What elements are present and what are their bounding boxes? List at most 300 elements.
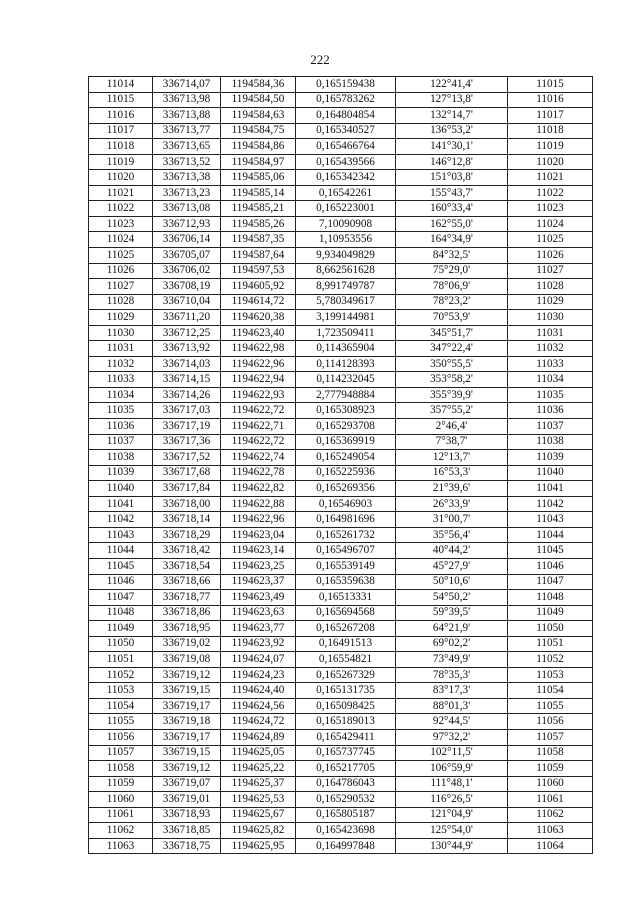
y-coordinate-cell: 1194622,98	[221, 341, 296, 357]
bearing-cell: 69°02,2'	[396, 636, 508, 652]
bearing-cell: 64°21,9'	[396, 621, 508, 637]
point-id-cell: 11051	[89, 652, 153, 668]
point-id-cell: 11024	[89, 232, 153, 248]
x-coordinate-cell: 336719,08	[153, 652, 221, 668]
y-coordinate-cell: 1194623,37	[221, 574, 296, 590]
distance-cell: 0,165466764	[296, 139, 396, 155]
y-coordinate-cell: 1194622,72	[221, 403, 296, 419]
table-row	[89, 294, 593, 310]
point-id-cell: 11035	[89, 403, 153, 419]
table-row	[89, 590, 593, 606]
next-point-cell: 11045	[508, 543, 593, 559]
point-id-cell: 11053	[89, 683, 153, 699]
point-id-cell: 11058	[89, 761, 153, 777]
next-point-cell: 11016	[508, 92, 593, 108]
y-coordinate-cell: 1194622,71	[221, 419, 296, 435]
next-point-cell: 11027	[508, 263, 593, 279]
table-row	[89, 776, 593, 792]
table-row	[89, 729, 593, 745]
y-coordinate-cell: 1194623,49	[221, 590, 296, 606]
next-point-cell: 11046	[508, 558, 593, 574]
x-coordinate-cell: 336718,14	[153, 512, 221, 528]
x-coordinate-cell: 336710,04	[153, 294, 221, 310]
point-id-cell: 11029	[89, 310, 153, 326]
distance-cell: 0,165737745	[296, 745, 396, 761]
next-point-cell: 11024	[508, 216, 593, 232]
y-coordinate-cell: 1194585,21	[221, 201, 296, 217]
x-coordinate-cell: 336705,07	[153, 248, 221, 264]
distance-cell: 0,165340527	[296, 123, 396, 139]
y-coordinate-cell: 1194622,96	[221, 512, 296, 528]
next-point-cell: 11039	[508, 450, 593, 466]
point-id-cell: 11046	[89, 574, 153, 590]
table-row	[89, 201, 593, 217]
next-point-cell: 11017	[508, 108, 593, 124]
point-id-cell: 11062	[89, 823, 153, 839]
bearing-cell: 12°13,7'	[396, 450, 508, 466]
next-point-cell: 11059	[508, 761, 593, 777]
bearing-cell: 345°51,7'	[396, 325, 508, 341]
bearing-cell: 78°23,2'	[396, 294, 508, 310]
distance-cell: 0,114365904	[296, 341, 396, 357]
bearing-cell: 347°22,4'	[396, 341, 508, 357]
x-coordinate-cell: 336718,95	[153, 621, 221, 637]
bearing-cell: 106°59,9'	[396, 761, 508, 777]
distance-cell: 0,165694568	[296, 605, 396, 621]
y-coordinate-cell: 1194584,36	[221, 77, 296, 93]
bearing-cell: 132°14,7'	[396, 108, 508, 124]
point-id-cell: 11052	[89, 667, 153, 683]
x-coordinate-cell: 336718,54	[153, 558, 221, 574]
table-row	[89, 605, 593, 621]
bearing-cell: 59°39,5'	[396, 605, 508, 621]
point-id-cell: 11032	[89, 356, 153, 372]
y-coordinate-cell: 1194597,53	[221, 263, 296, 279]
x-coordinate-cell: 336718,00	[153, 496, 221, 512]
next-point-cell: 11040	[508, 465, 593, 481]
distance-cell: 0,164786043	[296, 776, 396, 792]
x-coordinate-cell: 336719,07	[153, 776, 221, 792]
x-coordinate-cell: 336718,77	[153, 590, 221, 606]
point-id-cell: 11041	[89, 496, 153, 512]
bearing-cell: 75°29,0'	[396, 263, 508, 279]
x-coordinate-cell: 336718,29	[153, 527, 221, 543]
table-row	[89, 92, 593, 108]
table-row	[89, 621, 593, 637]
distance-cell: 0,114128393	[296, 356, 396, 372]
point-id-cell: 11015	[89, 92, 153, 108]
y-coordinate-cell: 1194624,56	[221, 698, 296, 714]
bearing-cell: 50°10,6'	[396, 574, 508, 590]
table-row	[89, 652, 593, 668]
distance-cell: 0,164997848	[296, 838, 396, 854]
bearing-cell: 116°26,5'	[396, 792, 508, 808]
y-coordinate-cell: 1194624,72	[221, 714, 296, 730]
bearing-cell: 122°41,4'	[396, 77, 508, 93]
x-coordinate-cell: 336713,88	[153, 108, 221, 124]
point-id-cell: 11037	[89, 434, 153, 450]
next-point-cell: 11021	[508, 170, 593, 186]
point-id-cell: 11048	[89, 605, 153, 621]
x-coordinate-cell: 336717,52	[153, 450, 221, 466]
point-id-cell: 11025	[89, 248, 153, 264]
next-point-cell: 11019	[508, 139, 593, 155]
x-coordinate-cell: 336714,26	[153, 387, 221, 403]
y-coordinate-cell: 1194622,88	[221, 496, 296, 512]
point-id-cell: 11023	[89, 216, 153, 232]
table-row	[89, 387, 593, 403]
x-coordinate-cell: 336713,38	[153, 170, 221, 186]
x-coordinate-cell: 336706,02	[153, 263, 221, 279]
next-point-cell: 11050	[508, 621, 593, 637]
table-row	[89, 807, 593, 823]
next-point-cell: 11015	[508, 77, 593, 93]
next-point-cell: 11033	[508, 356, 593, 372]
y-coordinate-cell: 1194620,38	[221, 310, 296, 326]
distance-cell: 0,165539149	[296, 558, 396, 574]
next-point-cell: 11051	[508, 636, 593, 652]
x-coordinate-cell: 336713,52	[153, 154, 221, 170]
next-point-cell: 11035	[508, 387, 593, 403]
distance-cell: 0,114232045	[296, 372, 396, 388]
y-coordinate-cell: 1194622,96	[221, 356, 296, 372]
y-coordinate-cell: 1194587,35	[221, 232, 296, 248]
table-row	[89, 310, 593, 326]
point-id-cell: 11021	[89, 185, 153, 201]
distance-cell: 0,16542261	[296, 185, 396, 201]
next-point-cell: 11063	[508, 823, 593, 839]
bearing-cell: 355°39,9'	[396, 387, 508, 403]
bearing-cell: 151°03,8'	[396, 170, 508, 186]
y-coordinate-cell: 1194585,14	[221, 185, 296, 201]
point-id-cell: 11044	[89, 543, 153, 559]
table-row	[89, 465, 593, 481]
x-coordinate-cell: 336712,93	[153, 216, 221, 232]
distance-cell: 0,165290532	[296, 792, 396, 808]
distance-cell: 8,991749787	[296, 279, 396, 295]
point-id-cell: 11014	[89, 77, 153, 93]
bearing-cell: 83°17,3'	[396, 683, 508, 699]
x-coordinate-cell: 336718,93	[153, 807, 221, 823]
distance-cell: 0,165267208	[296, 621, 396, 637]
bearing-cell: 31°00,7'	[396, 512, 508, 528]
table-row	[89, 434, 593, 450]
x-coordinate-cell: 336717,68	[153, 465, 221, 481]
distance-cell: 8,662561628	[296, 263, 396, 279]
y-coordinate-cell: 1194622,72	[221, 434, 296, 450]
x-coordinate-cell: 336714,07	[153, 77, 221, 93]
x-coordinate-cell: 336718,85	[153, 823, 221, 839]
y-coordinate-cell: 1194625,82	[221, 823, 296, 839]
table-row	[89, 356, 593, 372]
point-id-cell: 11047	[89, 590, 153, 606]
x-coordinate-cell: 336719,02	[153, 636, 221, 652]
next-point-cell: 11055	[508, 698, 593, 714]
table-row	[89, 232, 593, 248]
point-id-cell: 11017	[89, 123, 153, 139]
x-coordinate-cell: 336711,20	[153, 310, 221, 326]
next-point-cell: 11020	[508, 154, 593, 170]
x-coordinate-cell: 336708,19	[153, 279, 221, 295]
y-coordinate-cell: 1194625,05	[221, 745, 296, 761]
distance-cell: 0,165131735	[296, 683, 396, 699]
bearing-cell: 130°44,9'	[396, 838, 508, 854]
point-id-cell: 11019	[89, 154, 153, 170]
distance-cell: 0,165217705	[296, 761, 396, 777]
next-point-cell: 11026	[508, 248, 593, 264]
table-row	[89, 77, 593, 93]
x-coordinate-cell: 336714,15	[153, 372, 221, 388]
distance-cell: 0,165342342	[296, 170, 396, 186]
next-point-cell: 11044	[508, 527, 593, 543]
x-coordinate-cell: 336719,15	[153, 745, 221, 761]
y-coordinate-cell: 1194624,07	[221, 652, 296, 668]
bearing-cell: 155°43,7'	[396, 185, 508, 201]
y-coordinate-cell: 1194622,74	[221, 450, 296, 466]
y-coordinate-cell: 1194625,95	[221, 838, 296, 854]
next-point-cell: 11036	[508, 403, 593, 419]
bearing-cell: 2°46,4'	[396, 419, 508, 435]
bearing-cell: 136°53,2'	[396, 123, 508, 139]
table-row	[89, 216, 593, 232]
next-point-cell: 11028	[508, 279, 593, 295]
table-row	[89, 496, 593, 512]
x-coordinate-cell: 336717,36	[153, 434, 221, 450]
next-point-cell: 11023	[508, 201, 593, 217]
next-point-cell: 11022	[508, 185, 593, 201]
distance-cell: 3,199144981	[296, 310, 396, 326]
point-id-cell: 11026	[89, 263, 153, 279]
point-id-cell: 11031	[89, 341, 153, 357]
next-point-cell: 11049	[508, 605, 593, 621]
next-point-cell: 11060	[508, 776, 593, 792]
distance-cell: 0,165496707	[296, 543, 396, 559]
x-coordinate-cell: 336713,77	[153, 123, 221, 139]
y-coordinate-cell: 1194624,40	[221, 683, 296, 699]
x-coordinate-cell: 336718,66	[153, 574, 221, 590]
y-coordinate-cell: 1194624,89	[221, 729, 296, 745]
point-id-cell: 11056	[89, 729, 153, 745]
y-coordinate-cell: 1194584,86	[221, 139, 296, 155]
bearing-cell: 350°55,5'	[396, 356, 508, 372]
table-row	[89, 248, 593, 264]
x-coordinate-cell: 336717,84	[153, 481, 221, 497]
table-row	[89, 543, 593, 559]
y-coordinate-cell: 1194625,53	[221, 792, 296, 808]
x-coordinate-cell: 336713,23	[153, 185, 221, 201]
y-coordinate-cell: 1194625,22	[221, 761, 296, 777]
bearing-cell: 70°53,9'	[396, 310, 508, 326]
next-point-cell: 11041	[508, 481, 593, 497]
y-coordinate-cell: 1194623,92	[221, 636, 296, 652]
y-coordinate-cell: 1194614,72	[221, 294, 296, 310]
next-point-cell: 11062	[508, 807, 593, 823]
point-id-cell: 11061	[89, 807, 153, 823]
table-row	[89, 139, 593, 155]
distance-cell: 0,165805187	[296, 807, 396, 823]
y-coordinate-cell: 1194622,93	[221, 387, 296, 403]
point-id-cell: 11030	[89, 325, 153, 341]
table-row	[89, 714, 593, 730]
point-id-cell: 11050	[89, 636, 153, 652]
point-id-cell: 11045	[89, 558, 153, 574]
point-id-cell: 11057	[89, 745, 153, 761]
next-point-cell: 11057	[508, 729, 593, 745]
table-row	[89, 263, 593, 279]
bearing-cell: 40°44,2'	[396, 543, 508, 559]
y-coordinate-cell: 1194622,94	[221, 372, 296, 388]
table-row	[89, 823, 593, 839]
y-coordinate-cell: 1194587,64	[221, 248, 296, 264]
distance-cell: 0,165359638	[296, 574, 396, 590]
y-coordinate-cell: 1194585,06	[221, 170, 296, 186]
x-coordinate-cell: 336718,86	[153, 605, 221, 621]
next-point-cell: 11054	[508, 683, 593, 699]
table-row	[89, 279, 593, 295]
point-id-cell: 11022	[89, 201, 153, 217]
distance-cell: 0,165308923	[296, 403, 396, 419]
distance-cell: 0,165261732	[296, 527, 396, 543]
bearing-cell: 164°34,9'	[396, 232, 508, 248]
distance-cell: 0,165423698	[296, 823, 396, 839]
bearing-cell: 102°11,5'	[396, 745, 508, 761]
bearing-cell: 73°49,9'	[396, 652, 508, 668]
distance-cell: 0,165249054	[296, 450, 396, 466]
y-coordinate-cell: 1194605,92	[221, 279, 296, 295]
x-coordinate-cell: 336706,14	[153, 232, 221, 248]
x-coordinate-cell: 336717,03	[153, 403, 221, 419]
table-row	[89, 108, 593, 124]
next-point-cell: 11043	[508, 512, 593, 528]
table-row	[89, 527, 593, 543]
x-coordinate-cell: 336713,65	[153, 139, 221, 155]
next-point-cell: 11056	[508, 714, 593, 730]
bearing-cell: 78°35,3'	[396, 667, 508, 683]
bearing-cell: 146°12,8'	[396, 154, 508, 170]
bearing-cell: 353°58,2'	[396, 372, 508, 388]
y-coordinate-cell: 1194622,82	[221, 481, 296, 497]
distance-cell: 0,16491513	[296, 636, 396, 652]
table-row	[89, 512, 593, 528]
table-row	[89, 325, 593, 341]
bearing-cell: 125°54,0'	[396, 823, 508, 839]
x-coordinate-cell: 336713,98	[153, 92, 221, 108]
table-row	[89, 838, 593, 854]
y-coordinate-cell: 1194622,78	[221, 465, 296, 481]
point-id-cell: 11060	[89, 792, 153, 808]
x-coordinate-cell: 336719,15	[153, 683, 221, 699]
y-coordinate-cell: 1194623,04	[221, 527, 296, 543]
x-coordinate-cell: 336719,12	[153, 761, 221, 777]
bearing-cell: 78°06,9'	[396, 279, 508, 295]
table-row	[89, 170, 593, 186]
y-coordinate-cell: 1194584,50	[221, 92, 296, 108]
y-coordinate-cell: 1194625,67	[221, 807, 296, 823]
table-row	[89, 185, 593, 201]
coordinates-table	[88, 76, 593, 854]
bearing-cell: 45°27,9'	[396, 558, 508, 574]
x-coordinate-cell: 336717,19	[153, 419, 221, 435]
table-row	[89, 558, 593, 574]
distance-cell: 1,10953556	[296, 232, 396, 248]
bearing-cell: 127°13,8'	[396, 92, 508, 108]
y-coordinate-cell: 1194623,63	[221, 605, 296, 621]
table-row	[89, 574, 593, 590]
bearing-cell: 54°50,2'	[396, 590, 508, 606]
distance-cell: 0,165189013	[296, 714, 396, 730]
x-coordinate-cell: 336718,75	[153, 838, 221, 854]
point-id-cell: 11038	[89, 450, 153, 466]
next-point-cell: 11018	[508, 123, 593, 139]
bearing-cell: 35°56,4'	[396, 527, 508, 543]
next-point-cell: 11058	[508, 745, 593, 761]
distance-cell: 0,165225936	[296, 465, 396, 481]
distance-cell: 0,165098425	[296, 698, 396, 714]
point-id-cell: 11055	[89, 714, 153, 730]
table-row	[89, 683, 593, 699]
bearing-cell: 357°55,2'	[396, 403, 508, 419]
y-coordinate-cell: 1194625,37	[221, 776, 296, 792]
bearing-cell: 162°55,0'	[396, 216, 508, 232]
distance-cell: 0,165159438	[296, 77, 396, 93]
x-coordinate-cell: 336714,03	[153, 356, 221, 372]
point-id-cell: 11040	[89, 481, 153, 497]
point-id-cell: 11036	[89, 419, 153, 435]
table-row	[89, 667, 593, 683]
page-number: 222	[310, 52, 330, 67]
distance-cell: 0,16546903	[296, 496, 396, 512]
bearing-cell: 88°01,3'	[396, 698, 508, 714]
y-coordinate-cell: 1194623,77	[221, 621, 296, 637]
x-coordinate-cell: 336719,18	[153, 714, 221, 730]
point-id-cell: 11016	[89, 108, 153, 124]
y-coordinate-cell: 1194623,40	[221, 325, 296, 341]
distance-cell: 0,164804854	[296, 108, 396, 124]
bearing-cell: 160°33,4'	[396, 201, 508, 217]
bearing-cell: 111°48,1'	[396, 776, 508, 792]
point-id-cell: 11039	[89, 465, 153, 481]
distance-cell: 5,780349617	[296, 294, 396, 310]
next-point-cell: 11052	[508, 652, 593, 668]
bearing-cell: 121°04,9'	[396, 807, 508, 823]
distance-cell: 2,777948884	[296, 387, 396, 403]
point-id-cell: 11054	[89, 698, 153, 714]
next-point-cell: 11030	[508, 310, 593, 326]
distance-cell: 7,10090908	[296, 216, 396, 232]
bearing-cell: 97°32,2'	[396, 729, 508, 745]
next-point-cell: 11037	[508, 419, 593, 435]
point-id-cell: 11034	[89, 387, 153, 403]
next-point-cell: 11029	[508, 294, 593, 310]
y-coordinate-cell: 1194585,26	[221, 216, 296, 232]
table-row	[89, 372, 593, 388]
next-point-cell: 11032	[508, 341, 593, 357]
table-row	[89, 123, 593, 139]
next-point-cell: 11064	[508, 838, 593, 854]
point-id-cell: 11028	[89, 294, 153, 310]
bearing-cell: 16°53,3'	[396, 465, 508, 481]
distance-cell: 0,165429411	[296, 729, 396, 745]
table-row	[89, 792, 593, 808]
x-coordinate-cell: 336713,92	[153, 341, 221, 357]
x-coordinate-cell: 336719,17	[153, 729, 221, 745]
point-id-cell: 11027	[89, 279, 153, 295]
point-id-cell: 11042	[89, 512, 153, 528]
point-id-cell: 11059	[89, 776, 153, 792]
bearing-cell: 7°38,7'	[396, 434, 508, 450]
y-coordinate-cell: 1194584,63	[221, 108, 296, 124]
next-point-cell: 11053	[508, 667, 593, 683]
